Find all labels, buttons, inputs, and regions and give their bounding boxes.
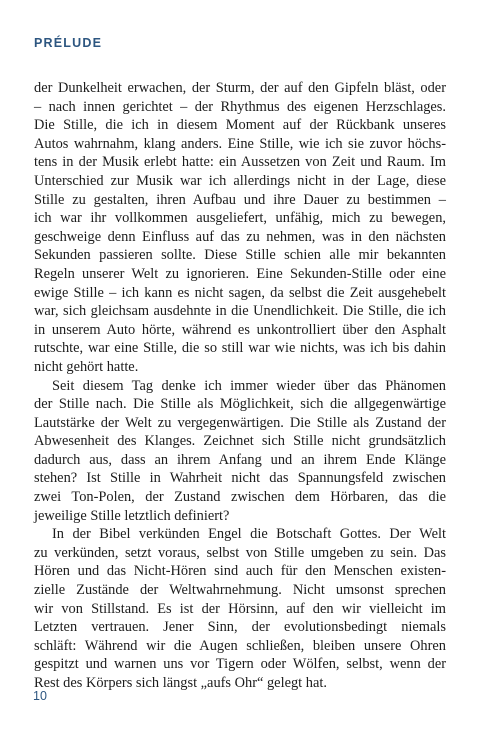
text-line: – nach innen gerichtet – der Rhythmus des eigenen Herzschlages. bbox=[34, 98, 446, 115]
text-line: zu verkünden, setzt voraus, selbst von Stille umgeben zu sein. Das bbox=[34, 544, 446, 561]
text-line: schläft: Während wir die Augen schließen, bleiben unsere Ohren bbox=[34, 637, 446, 654]
text-line: rutschte, war eine Stille, die so still war wie nichts, was ich bis dahin bbox=[34, 340, 446, 357]
text-line: Sekunden passieren sollte. Diese Stille schien alle mir bekannten bbox=[34, 247, 446, 264]
text-line: Autos wahrnahm, klang anders. Eine Stille, wie ich sie zuvor höchs- bbox=[34, 135, 446, 152]
paragraph bbox=[34, 377, 446, 526]
text-line: Abwesenheit des Klanges. Zeichnet sich Stille nicht grundsätzlich bbox=[34, 433, 446, 450]
text-line: Regeln unserer Welt zu ignorieren. Eine Sekunden-Stille oder eine bbox=[34, 265, 446, 282]
text-line: zwei Ton-Polen, der Zustand zwischen dem Hörbaren, das die bbox=[34, 489, 446, 506]
text-line: jeweilige Stille letztlich definiert? bbox=[34, 507, 230, 524]
text-line: Unterschied zur Musik war ich allerdings nicht in der Lage, diese bbox=[34, 172, 446, 189]
text-line: zielle Zustände der Weltwahrnehmung. Nicht umsonst sprechen bbox=[34, 582, 446, 599]
text-line: geschweige denn Einfluss auf das zu nehmen, was in den nächsten bbox=[34, 228, 446, 245]
paragraph bbox=[34, 525, 446, 692]
text-line: nicht gehört hatte. bbox=[34, 358, 139, 375]
text-line: ich war ihr vollkommen ausgeliefert, unfähig, mich zu bewegen, bbox=[34, 210, 446, 227]
text-line: Hören und das Nicht-Hören sind auch für den Menschen existen- bbox=[34, 563, 446, 580]
text-line: Stille zu gestalten, ihren Aufbau und ihre Dauer zu bestimmen – bbox=[34, 191, 446, 208]
text-line: tens in der Musik erlebt hatte: ein Aussetzen von Zeit und Raum. Im bbox=[34, 154, 446, 171]
text-line: Lautstärke der Welt zu vergegenwärtigen. Die Stille als Zustand der bbox=[34, 414, 446, 431]
paragraph bbox=[34, 79, 446, 377]
text-line: wir von Stillstand. Es ist der Hörsinn, auf den wir vielleicht im bbox=[34, 600, 446, 617]
body-text bbox=[34, 79, 446, 693]
text-line: gespitzt und warnen uns vor Tigern oder Wölfen, selbst, wenn der bbox=[34, 656, 446, 673]
text-line: dadurch aus, dass an ihrem Anfang und an ihrem Ende Klänge bbox=[34, 451, 446, 468]
text-line: Die Stille, die ich in diesem Moment auf der Rückbank unseres bbox=[34, 117, 446, 134]
text-line: der Stille nach. Die Stille als Möglichkeit, sich die allgegenwärtige bbox=[34, 396, 446, 413]
text-line: Rest des Körpers sich längst „aufs Ohr“ gelegt hat. bbox=[34, 675, 327, 691]
text-line: war, sich gleichsam ausdehnte in die Unendlichkeit. Die Stille, die ich bbox=[34, 303, 446, 320]
text-line: In der Bibel verkünden Engel die Botschaft Gottes. Der Welt bbox=[52, 526, 446, 543]
text-line: ewige Stille – ich kann es nicht sagen, da selbst die Zeit ausgehebelt bbox=[34, 284, 446, 301]
text-line: Letzten vertrauen. Jener Sinn, der evolutionsbedingt niemals bbox=[34, 619, 446, 636]
text-line: Seit diesem Tag denke ich immer wieder über das Phänomen bbox=[52, 377, 446, 394]
page-number: 10 bbox=[33, 689, 47, 703]
running-header: PRÉLUDE bbox=[34, 36, 103, 50]
text-line: in unserem Auto hörte, während es unkontrolliert über den Asphalt bbox=[34, 321, 446, 338]
text-line: der Dunkelheit erwachen, der Sturm, der auf den Gipfeln bläst, oder bbox=[34, 80, 446, 96]
text-line: stehen? Ist Stille in Wahrheit nicht das Spannungsfeld zwischen bbox=[34, 470, 446, 487]
